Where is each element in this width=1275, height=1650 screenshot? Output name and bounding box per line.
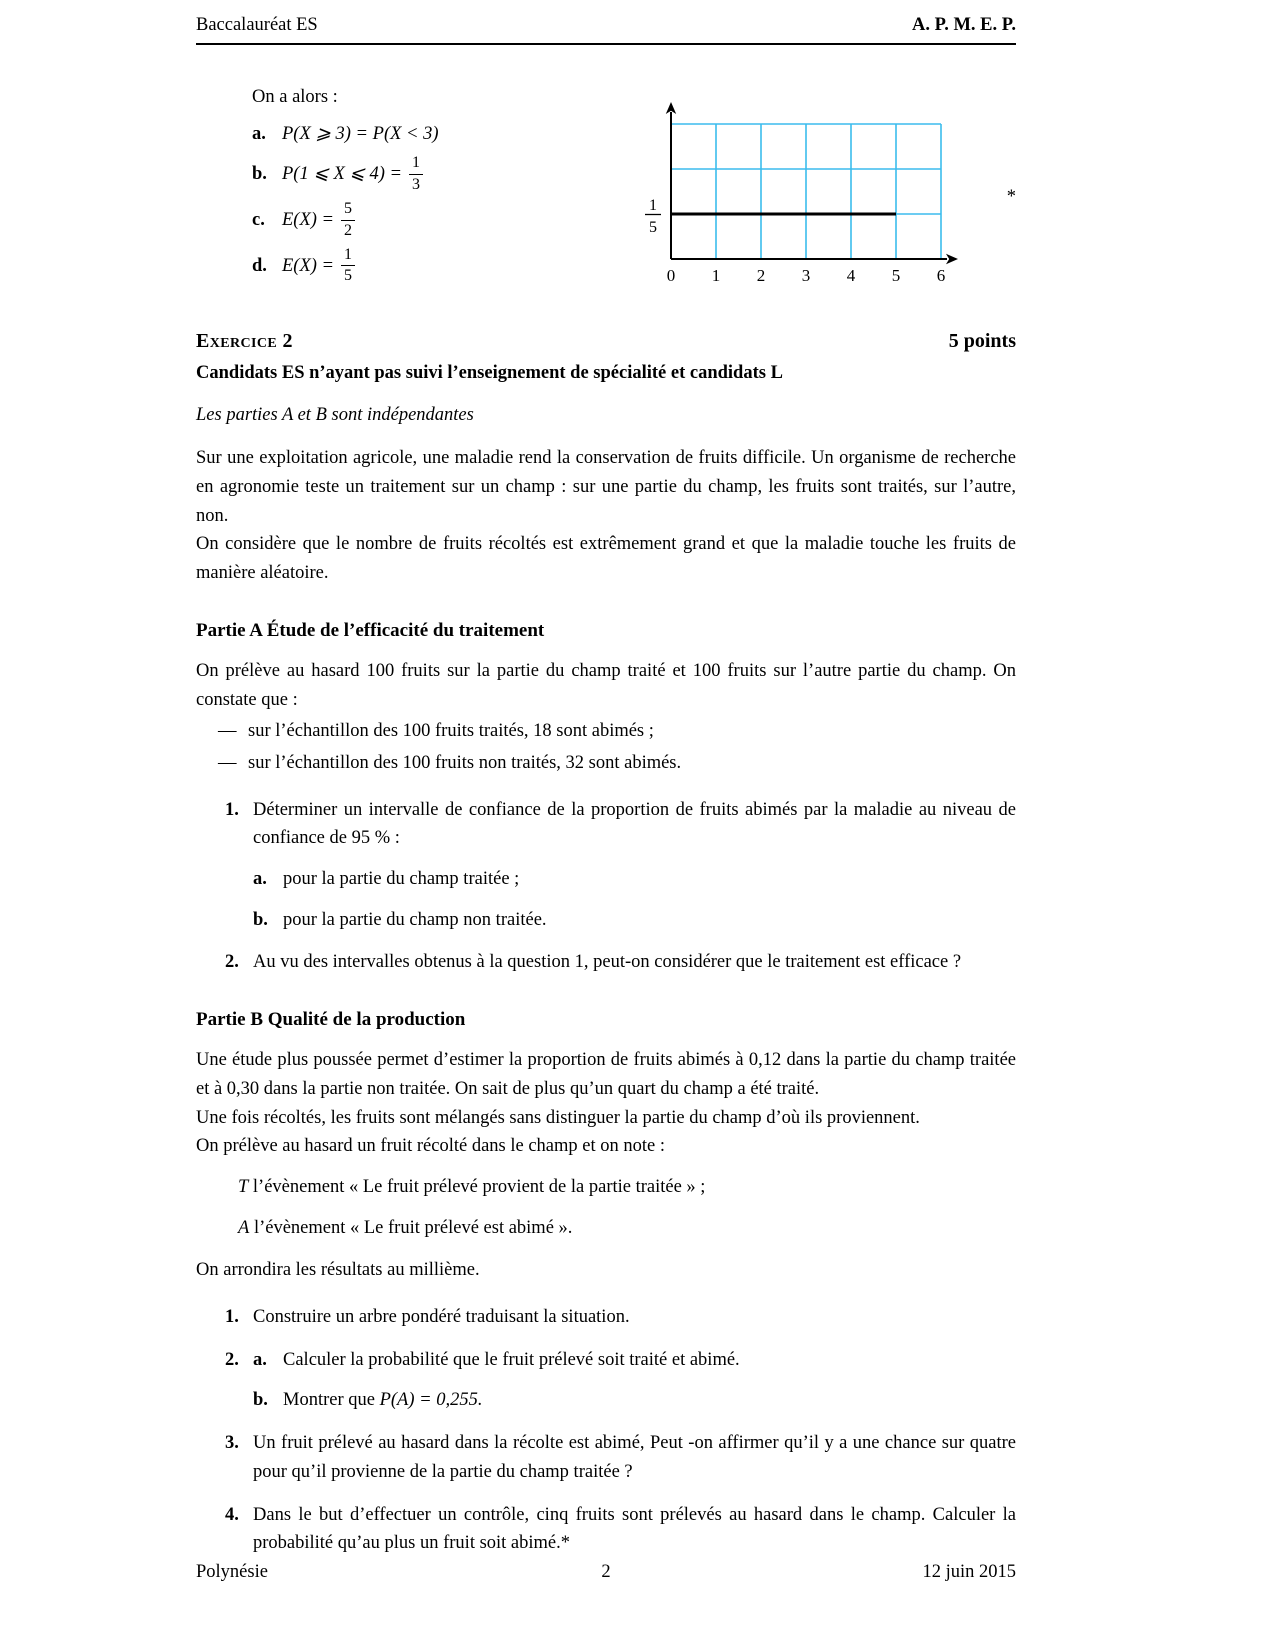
sub-question-text: Calculer la probabilité que le fruit prélevé soit traité et abimé. xyxy=(283,1349,740,1370)
fraction-denominator: 5 xyxy=(344,267,353,285)
answers-and-figure-section xyxy=(196,83,1016,292)
option-label: d. xyxy=(252,255,267,276)
question-body xyxy=(253,1346,1016,1415)
event-symbol: A xyxy=(238,1217,250,1238)
footer-date: 12 juin 2015 xyxy=(922,1561,1016,1582)
list-item xyxy=(196,717,1016,746)
intro-paragraph-2: On considère que le nombre de fruits récoltés est extrêmement grand et que la maladie touche les fruits de manière aléatoire. xyxy=(196,534,1016,583)
page-footer xyxy=(196,1558,1016,1587)
question-4 xyxy=(196,1501,1016,1558)
question-body xyxy=(253,1303,1016,1332)
sub-question-b xyxy=(253,1386,1016,1415)
sub-question-label: a. xyxy=(253,1349,267,1370)
exercise-subtitle: Candidats ES n’ayant pas suivi l’enseignement de spécialité et candidats L xyxy=(196,362,783,383)
answer-option-a xyxy=(252,120,641,149)
option-formula: P(X ⩾ 3) = P(X < 3) xyxy=(282,123,439,144)
question-number: 4. xyxy=(225,1504,239,1525)
x-tick-label: 0 xyxy=(666,266,676,286)
option-formula: E(X) = xyxy=(282,255,335,276)
question-1 xyxy=(196,796,1016,935)
density-graph-svg xyxy=(641,83,977,288)
x-tick-label: 2 xyxy=(756,266,766,286)
intro-paragraph-1: Sur une exploitation agricole, une maladie rend la conservation de fruits difficile. Un organisme de recherche en agronomie teste un traitement sur un champ : sur une partie du champ, les fruits sont traités, sur l’autre, non. xyxy=(196,448,1016,526)
question-number: 2. xyxy=(225,952,239,973)
question-number: 3. xyxy=(225,1433,239,1454)
header-organization: A. P. M. E. P. xyxy=(912,15,1016,35)
x-tick-label: 3 xyxy=(801,266,811,286)
question-number: 1. xyxy=(225,799,239,820)
event-symbol: T xyxy=(238,1177,249,1198)
event-text: l’évènement « Le fruit prélevé est abimé ». xyxy=(253,1217,573,1238)
page-header xyxy=(196,14,1016,45)
fraction-numerator: 5 xyxy=(341,200,355,220)
event-definition-A xyxy=(196,1214,1016,1243)
probability-formula: P(A) = 0,255. xyxy=(379,1390,483,1411)
rounding-note: On arrondira les résultats au millième. xyxy=(196,1260,480,1281)
option-formula: E(X) = xyxy=(282,209,335,230)
question-body xyxy=(253,796,1016,935)
sub-question-prefix: Montrer que xyxy=(283,1390,375,1411)
answer-option-c xyxy=(252,200,641,240)
question-text: Au vu des intervalles obtenus à la question 1, peut-on considérer que le traitement est efficace ? xyxy=(253,952,962,973)
partie-a-heading: Partie A Étude de l’efficacité du traitement xyxy=(196,619,545,641)
sub-question-b xyxy=(253,906,1016,935)
option-label: a. xyxy=(252,123,266,144)
question-1 xyxy=(196,1303,1016,1332)
dash-bullet: — xyxy=(218,752,237,773)
partie-b-questions xyxy=(196,1303,1016,1558)
list-item xyxy=(196,749,1016,778)
sub-question-text xyxy=(283,1386,1016,1415)
partie-b-paragraph-3: On prélève au hasard un fruit récolté dans le champ et on note : xyxy=(196,1136,666,1157)
fraction-numerator: 1 xyxy=(341,246,355,266)
question-3 xyxy=(196,1429,1016,1486)
exercise-points: 5 points xyxy=(948,329,1016,352)
axes xyxy=(671,112,947,259)
partie-a-questions xyxy=(196,796,1016,977)
fraction-denominator: 2 xyxy=(344,221,353,239)
question-number: 1. xyxy=(225,1307,239,1328)
fraction xyxy=(409,154,423,194)
x-tick-label: 4 xyxy=(846,266,856,286)
x-tick-label: 6 xyxy=(936,266,946,286)
sub-question-label: a. xyxy=(253,868,267,889)
page-number: 2 xyxy=(601,1561,611,1582)
sub-question-label: b. xyxy=(253,909,268,930)
x-tick-label: 5 xyxy=(891,266,901,286)
answers-intro: On a alors : xyxy=(252,87,338,108)
y-label-numerator: 1 xyxy=(649,197,657,215)
option-formula: P(1 ⩽ X ⩽ 4) = xyxy=(282,164,403,185)
question-number: 2. xyxy=(225,1349,239,1370)
y-axis-label-fraction xyxy=(645,197,661,236)
fraction xyxy=(341,200,355,240)
dash-bullet: — xyxy=(218,721,237,742)
question-text: Construire un arbre pondéré traduisant la situation. xyxy=(253,1307,630,1328)
answer-option-b xyxy=(252,154,641,194)
question-text: Déterminer un intervalle de confiance de la proportion de fruits abimés par la maladie au niveau de confiance de 95 % : xyxy=(253,799,1016,849)
question-body xyxy=(253,948,1016,977)
question-text: Un fruit prélevé au hasard dans la récolte est abimé, Peut -on affirmer qu’il y a une chance sur quatre pour qu’il provienne de la partie du champ traitée ? xyxy=(253,1433,1016,1482)
partie-a-section xyxy=(196,588,1016,977)
partie-b-heading: Partie B Qualité de la production xyxy=(196,1009,466,1030)
question-body xyxy=(253,1429,1016,1486)
partie-b-paragraph-2: Une fois récoltés, les fruits sont mélangés sans distinguer la partie du champ d’où ils proviennent. xyxy=(196,1107,920,1128)
exercise-heading xyxy=(196,326,1016,357)
sub-question-a xyxy=(253,1346,1016,1375)
question-body xyxy=(253,1501,1016,1558)
list-item-text: sur l’échantillon des 100 fruits non traités, 32 sont abimés. xyxy=(248,752,682,773)
exercise-2-section xyxy=(196,292,1016,588)
y-label-denominator: 5 xyxy=(649,219,657,237)
fraction xyxy=(341,246,355,286)
event-definition-T xyxy=(196,1173,1016,1202)
event-text: l’évènement « Le fruit prélevé provient de la partie traitée » ; xyxy=(252,1177,706,1198)
fraction-denominator: 3 xyxy=(412,175,421,193)
sub-question-label: b. xyxy=(253,1390,268,1411)
grid-lines xyxy=(671,124,941,259)
x-tick-labels xyxy=(667,266,946,285)
list-item-text: sur l’échantillon des 100 fruits traités, 18 sont abimés ; xyxy=(248,721,654,742)
observations-list xyxy=(196,717,1016,777)
exercise-title: Exercice 2 xyxy=(196,329,293,352)
option-label: c. xyxy=(252,209,265,230)
sub-question-text: pour la partie du champ non traitée. xyxy=(283,909,547,930)
sub-question-a xyxy=(253,865,1016,894)
fraction-numerator: 1 xyxy=(409,154,423,174)
answer-choices xyxy=(196,83,641,292)
question-2 xyxy=(196,1346,1016,1415)
question-2 xyxy=(196,948,1016,977)
figure-asterisk: * xyxy=(1006,187,1016,208)
density-figure xyxy=(641,83,977,292)
header-title: Baccalauréat ES xyxy=(196,15,318,35)
option-label: b. xyxy=(252,164,267,185)
partie-a-intro: On prélève au hasard 100 fruits sur la partie du champ traité et 100 fruits sur l’autre partie du champ. On constate que : xyxy=(196,660,1016,710)
x-tick-label: 1 xyxy=(711,266,721,286)
independence-note: Les parties A et B sont indépendantes xyxy=(196,405,474,426)
footer-location: Polynésie xyxy=(196,1561,268,1582)
question-text: Dans le but d’effectuer un contrôle, cinq fruits sont prélevés au hasard dans le champ. Calculer la probabilité qu’au plus un fruit soit abimé.* xyxy=(253,1504,1016,1554)
partie-b-section xyxy=(196,977,1016,1558)
answer-option-d xyxy=(252,246,641,286)
sub-question-text: pour la partie du champ traitée ; xyxy=(283,868,520,889)
x-axis-arrow xyxy=(946,254,958,264)
partie-b-paragraph-1: Une étude plus poussée permet d’estimer la proportion de fruits abimés à 0,12 dans la partie du champ traitée et à 0,30 dans la partie non traitée. On sait de plus qu’un quart du champ a été traité. xyxy=(196,1050,1016,1100)
